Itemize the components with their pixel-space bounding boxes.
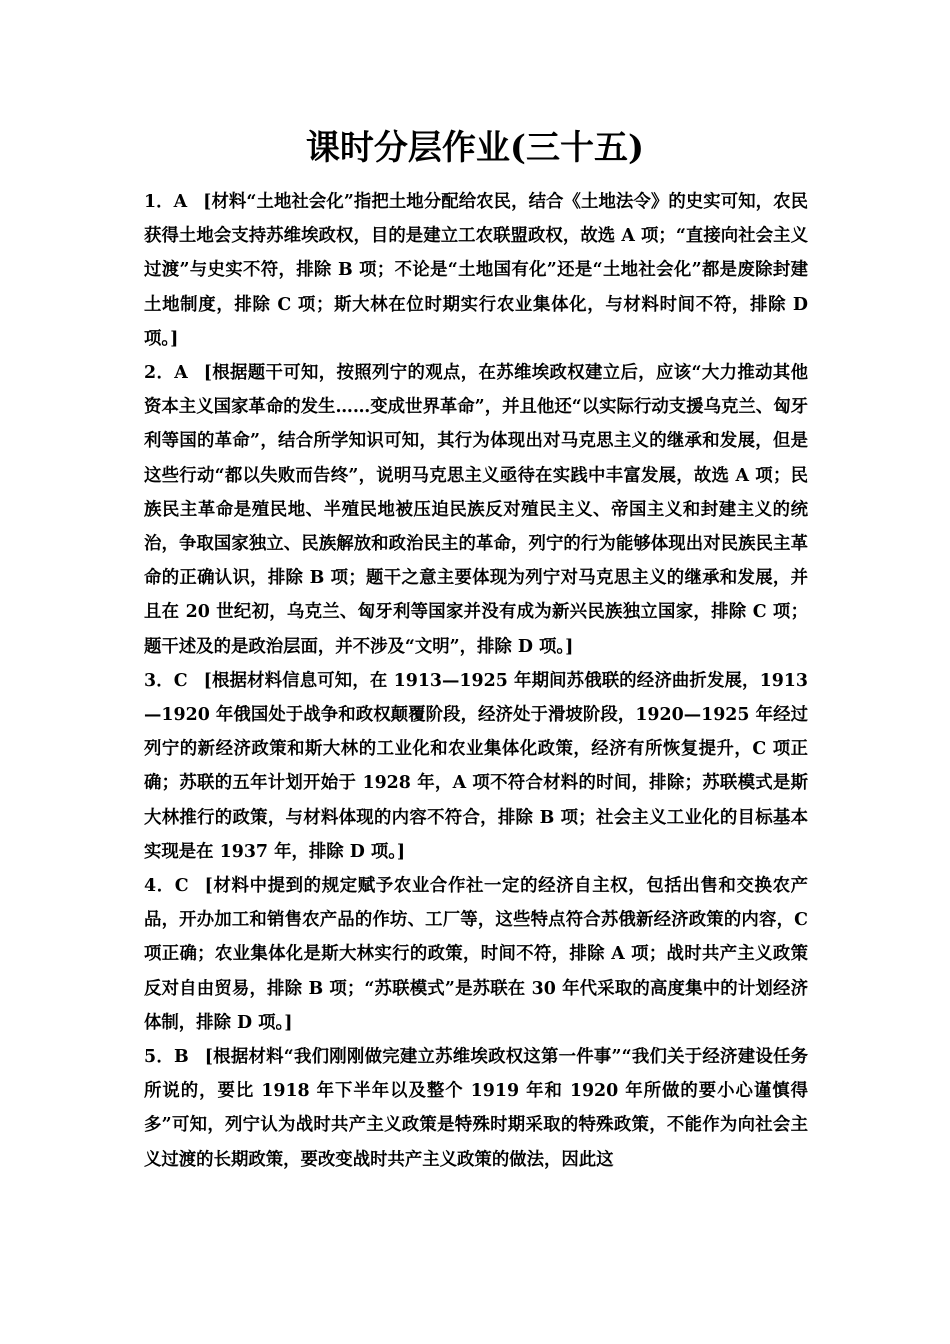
answer-number: 4． xyxy=(144,876,175,897)
answer-explanation: [材料中提到的规定赋予农业合作社一定的经济自主权，包括出售和交换农产品，开办加工和销售农产品的作坊、工厂等，这些特点符合苏俄新经济政策的内容，C 项正确；农业集体化是斯大林实行的政策，时间不符，排除 A 项；战时共产主义政策反对自由贸易，排除 B 项；“苏联模式”是苏联在 30 年代采取的高度集中的计划经济体制，排除 D 项。] xyxy=(144,876,808,1033)
answer-item-1 xyxy=(144,185,808,356)
answer-item-3 xyxy=(144,664,808,869)
answer-letter: C xyxy=(174,876,189,897)
answer-list xyxy=(144,185,808,1177)
answer-item-5 xyxy=(144,1040,808,1177)
answer-letter: A xyxy=(173,192,188,212)
answer-explanation: [材料“土地社会化”指把土地分配给农民，结合《土地法令》的史实可知，农民获得土地会支持苏维埃政权，目的是建立工农联盟政权，故选 A 项；“直接向社会主义过渡”与史实不符，排除 B 项；不论是“土地国有化”还是“土地社会化”都是废除封建土地制度，排除 C 项；斯大林在位时期实行农业集体化，与材料时间不符，排除 D 项。] xyxy=(144,192,808,349)
answer-letter: B xyxy=(174,1047,189,1068)
answer-letter: C xyxy=(173,670,188,691)
answer-number: 2． xyxy=(144,363,175,384)
answer-item-2 xyxy=(144,356,808,664)
answer-explanation: [根据题干可知，按照列宁的观点，在苏维埃政权建立后，应该“大力推动其他资本主义国家革命的发生……变成世界革命”，并且他还“以实际行动支援乌克兰、匈牙利等国的革命”，结合所学知识可知，其行为体现出对马克思主义的继承和发展，但是这些行动“都以失败而告终”，说明马克思主义亟待在实践中丰富发展，故选 A 项；民族民主革命是殖民地、半殖民地被压迫民族反对殖民主义、帝国主义和封建主义的统治，争取国家独立、民族解放和政治民主的革命，列宁的行为能够体现出对民族民主革命的正确认识，排除 B 项；题干之意主要体现为列宁对马克思主义的继承和发展，并且在 20 世纪初，乌克兰、匈牙利等国家并没有成为新兴民族独立国家，排除 C 项；题干述及的是政治层面，并不涉及“文明”，排除 D 项。] xyxy=(144,363,808,657)
answer-explanation: [根据材料“我们刚刚做完建立苏维埃政权这第一件事”“我们关于经济建设任务所说的，要比 1918 年下半年以及整个 1919 年和 1920 年所做的要小心谨慎得多”可知，列宁认为战时共产主义政策是特殊时期采取的特殊政策，不能作为向社会主义过渡的长期政策，要改变战时共产主义政策的做法，因此这 xyxy=(144,1047,808,1170)
answer-number: 1． xyxy=(144,192,174,212)
answer-explanation: [根据材料信息可知，在 1913—1925 年期间苏俄联的经济曲折发展，1913—1920 年俄国处于战争和政权颠覆阶段，经济处于滑坡阶段，1920—1925 年经过列宁的新经济政策和斯大林的工业化和农业集体化政策，经济有所恢复提升，C 项正确；苏联的五年计划开始于 1928 年，A 项不符合材料的时间，排除；苏联模式是斯大林推行的政策，与材料体现的内容不符合，排除 B 项；社会主义工业化的目标基本实现是在 1937 年，排除 D 项。] xyxy=(144,670,808,862)
answer-letter: A xyxy=(174,363,188,384)
answer-item-4 xyxy=(144,869,808,1040)
page-title: 课时分层作业(三十五) xyxy=(305,128,645,168)
answer-number: 5． xyxy=(144,1047,174,1068)
answer-number: 3． xyxy=(144,670,174,691)
